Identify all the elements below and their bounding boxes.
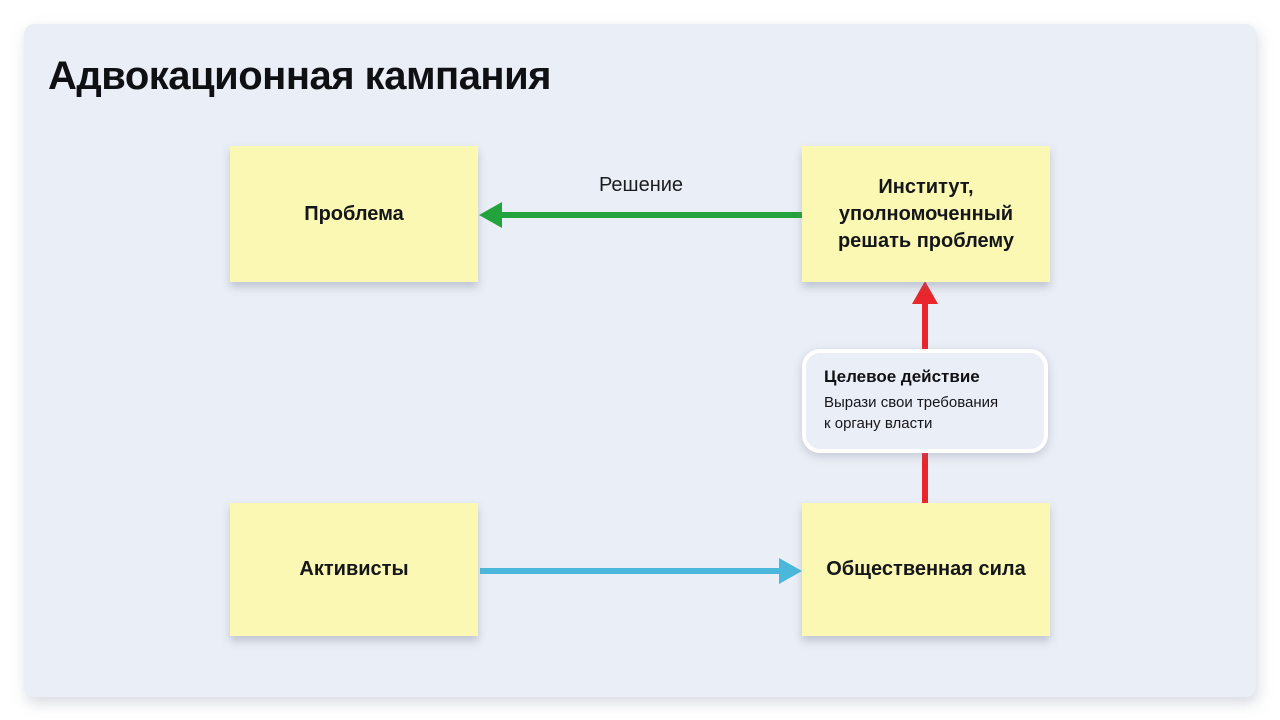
solution-arrow-head: [479, 202, 502, 228]
node-public-force: [802, 503, 1050, 636]
mobilization-arrow-line: [480, 568, 780, 574]
node-institution: [802, 146, 1050, 282]
mobilization-arrow-head: [779, 558, 802, 584]
node-public-force-label: Общественная сила: [826, 558, 1026, 580]
diagram-panel: [24, 24, 1256, 697]
node-institution-label: Институт, уполномоченный решать проблему: [837, 175, 1015, 252]
target-action-callout-title: Целевое действие: [824, 367, 980, 386]
node-problem-label: Проблема: [304, 202, 404, 225]
page-title: Адвокационная кампания: [48, 54, 552, 98]
target-action-callout-body: Вырази свои требования к органу власти: [824, 394, 999, 432]
solution-arrow-label: Решение: [598, 174, 684, 196]
target-action-callout: [802, 349, 1048, 453]
node-problem: [230, 146, 478, 282]
solution-arrow-line: [500, 212, 802, 218]
node-activists: [230, 503, 478, 636]
target-action-arrow-head: [912, 281, 938, 304]
node-activists-label: Активисты: [299, 558, 409, 580]
